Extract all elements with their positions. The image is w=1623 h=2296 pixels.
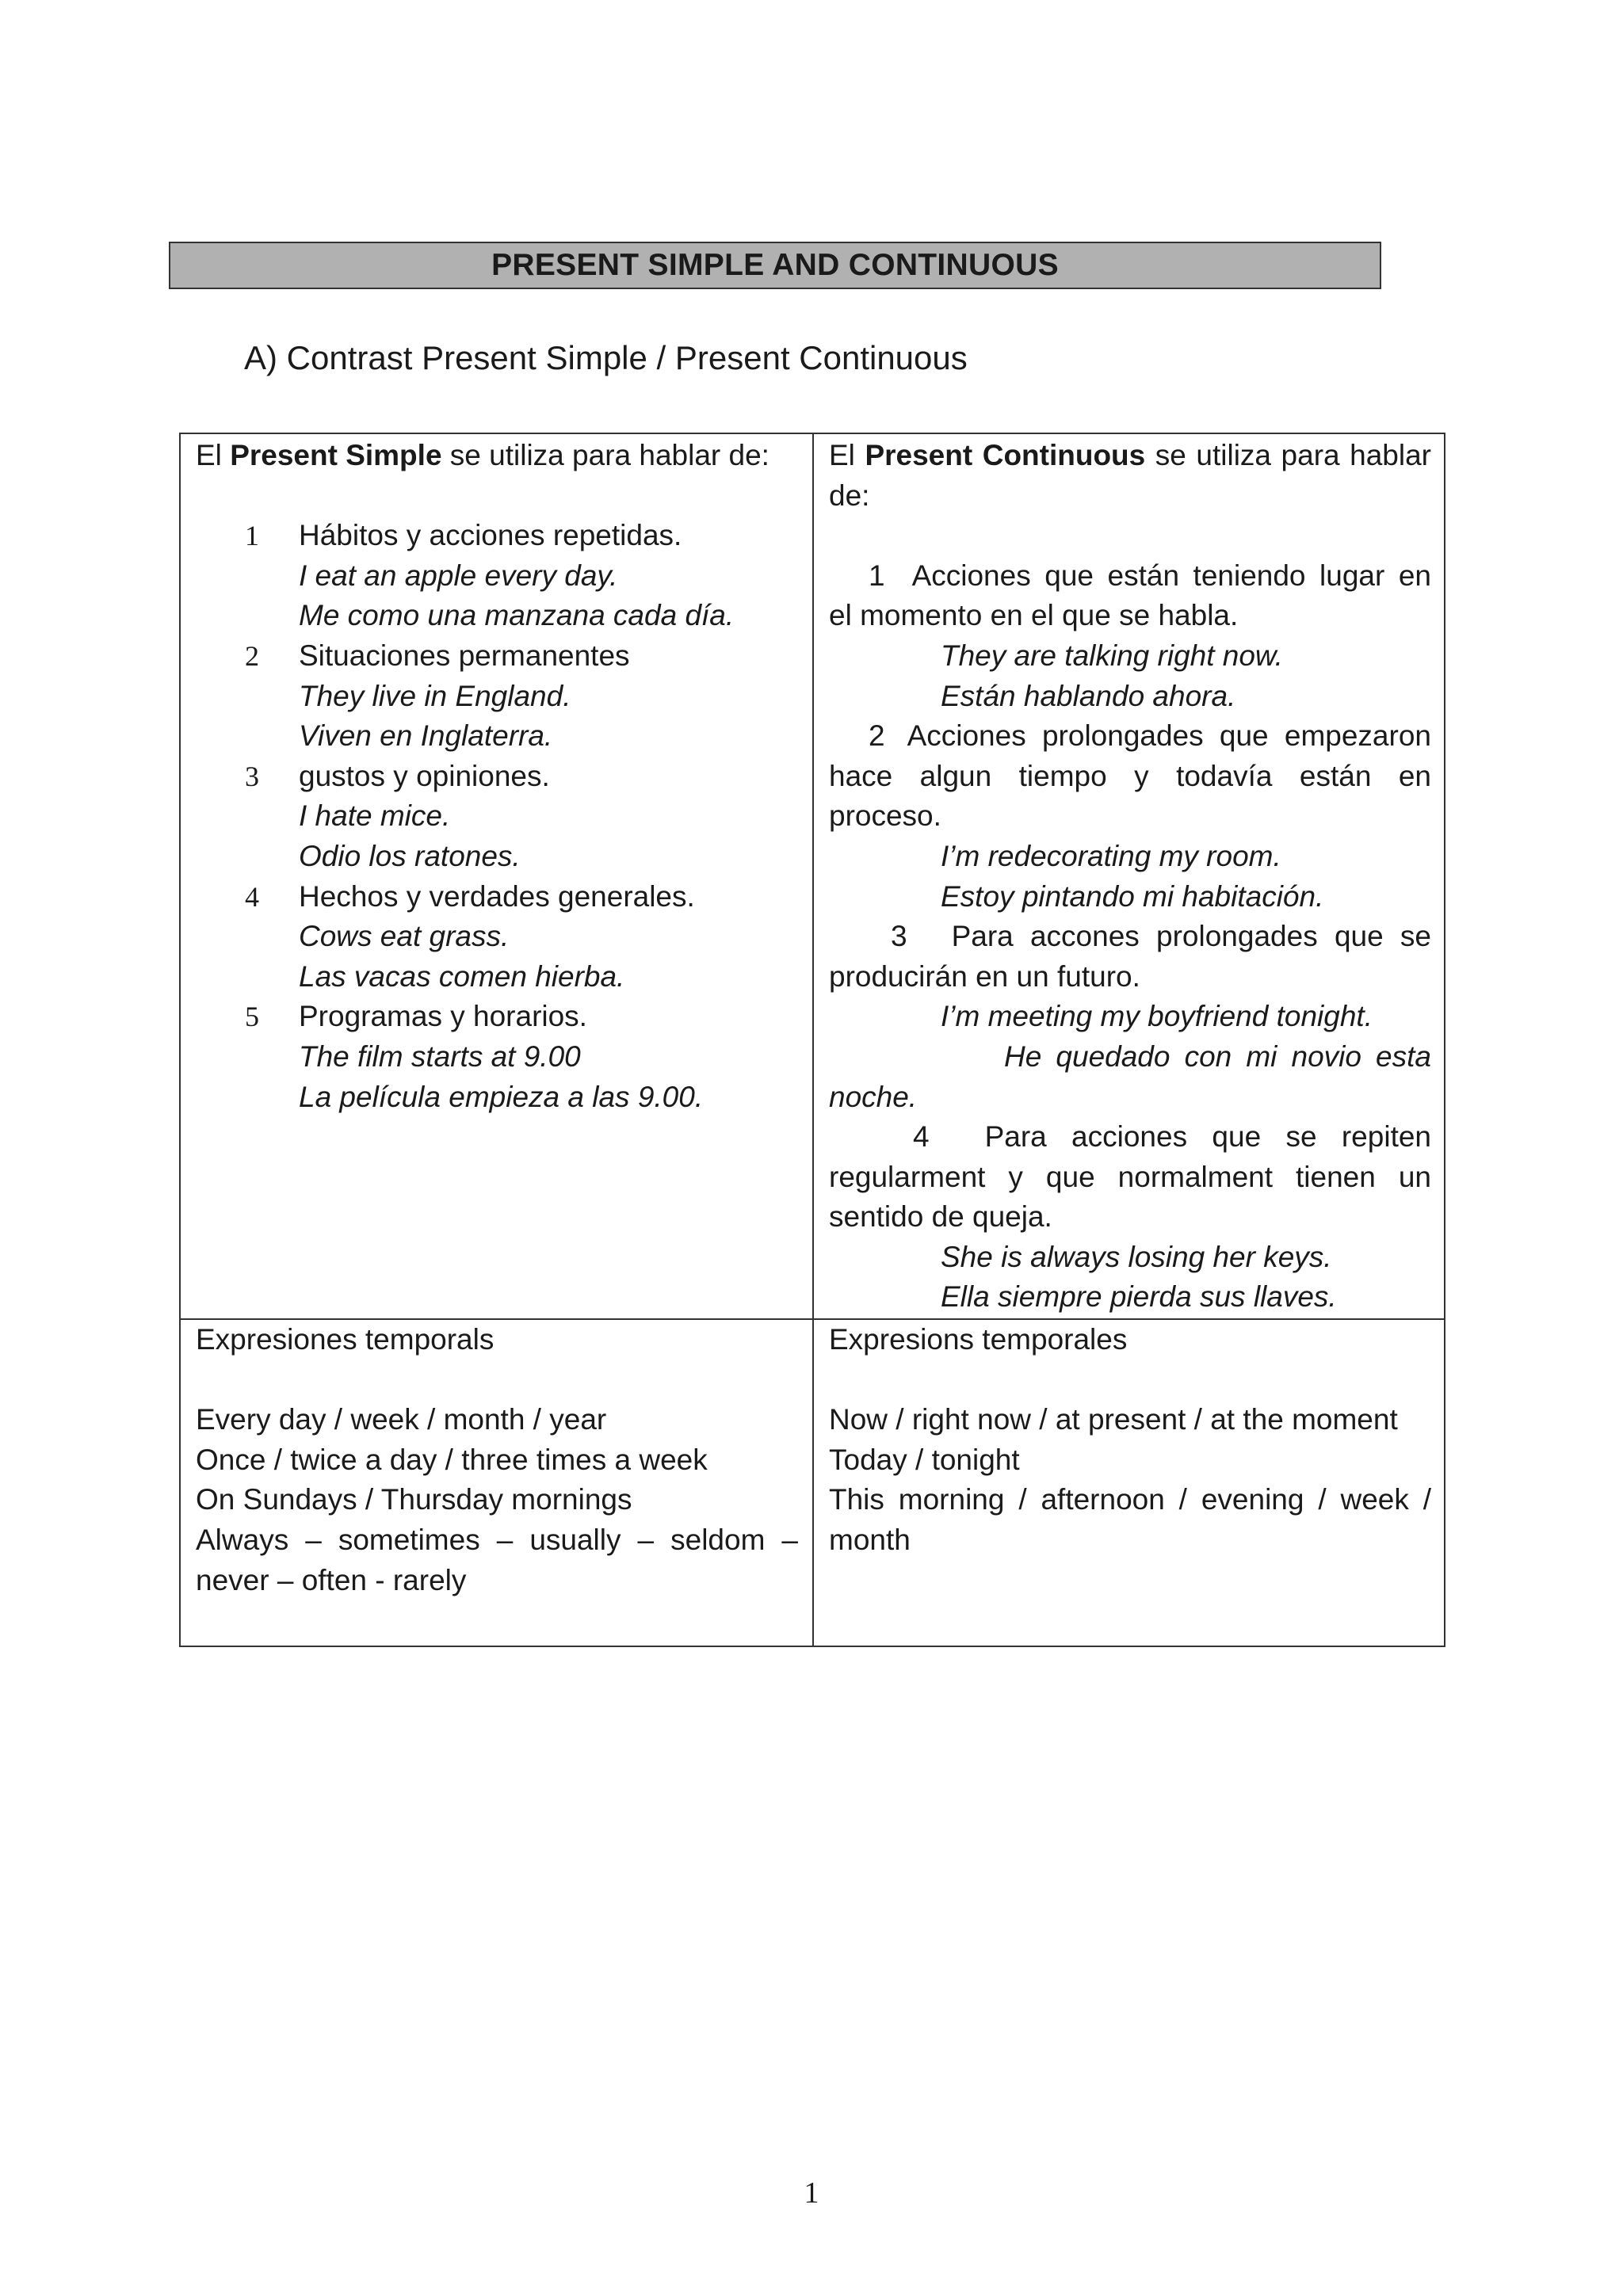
continuous-item-number: 1 — [869, 559, 885, 592]
simple-item-number: 2 — [245, 639, 259, 672]
contrast-table — [179, 433, 1445, 1647]
simple-example-en: I eat an apple every day. — [299, 559, 618, 592]
continuous-item-number: 2 — [869, 719, 885, 753]
continuous-intro: El Present Continuous se utiliza para hablar de: — [829, 439, 1431, 512]
simple-expressions-title: Expresiones temporals — [196, 1323, 495, 1356]
continuous-item — [829, 556, 1431, 636]
title-banner — [169, 242, 1381, 289]
continuous-expressions-title: Expresions temporales — [829, 1323, 1128, 1356]
continuous-expressions-cell — [829, 1320, 1431, 1561]
continuous-example-en: I’m redecorating my room. — [941, 839, 1281, 872]
simple-item-label: Situaciones permanentes — [299, 639, 630, 672]
section-heading: A) Contrast Present Simple / Present Continuous — [244, 339, 968, 376]
simple-example-en: They live in England. — [299, 679, 571, 712]
simple-item-label: Hechos y verdades generales. — [299, 879, 695, 913]
continuous-item-text: Acciones prolongades que empezaron hace algun tiempo y todavía están en proceso. — [829, 719, 1431, 833]
continuous-item-number: 3 — [891, 920, 907, 953]
continuous-example-en: She is always losing her keys. — [941, 1240, 1332, 1273]
continuous-example-es: He quedado con mi novio esta noche. — [829, 1039, 1431, 1113]
simple-item — [196, 636, 794, 677]
continuous-uses-cell — [829, 436, 1431, 1318]
simple-expression: On Sundays / Thursday mornings — [196, 1483, 632, 1516]
simple-item-number: 4 — [245, 880, 259, 913]
table-column-divider — [812, 434, 814, 1646]
simple-example-es: Odio los ratones. — [299, 839, 521, 872]
simple-example-es: La película empieza a las 9.00. — [299, 1080, 704, 1113]
page-number: 1 — [804, 2176, 819, 2210]
spacer — [196, 476, 794, 517]
continuous-expression: This morning / afternoon / evening / week / month — [829, 1483, 1431, 1556]
spacer — [829, 1360, 1431, 1401]
simple-example-en: I hate mice. — [299, 799, 451, 833]
continuous-example-en: I’m meeting my boyfriend tonight. — [941, 1000, 1373, 1033]
simple-expression: Once / twice a day / three times a week — [196, 1443, 708, 1476]
simple-item-number: 5 — [245, 1001, 259, 1033]
continuous-example-en: They are talking right now. — [941, 639, 1283, 672]
simple-example-es: Viven en Inglaterra. — [299, 719, 553, 753]
continuous-example-es: Están hablando ahora. — [941, 679, 1236, 712]
simple-intro-bold: Present Simple — [230, 439, 442, 471]
continuous-example-es: Estoy pintando mi habitación. — [941, 879, 1324, 913]
continuous-item-text: Acciones que están teniendo lugar en el momento en el que se habla. — [829, 559, 1431, 632]
simple-item — [196, 516, 794, 556]
simple-item-number: 3 — [245, 760, 259, 792]
simple-example-en: The film starts at 9.00 — [299, 1039, 581, 1073]
simple-example-es: Me como una manzana cada día. — [299, 599, 735, 632]
continuous-item — [829, 1117, 1431, 1238]
continuous-item-text: Para acciones que se repiten regularment y que normalment tienen un sentido de queja. — [829, 1120, 1431, 1234]
spacer — [829, 516, 1431, 556]
simple-item — [196, 877, 794, 917]
simple-expression: Every day / week / month / year — [196, 1403, 607, 1436]
page-title: PRESENT SIMPLE AND CONTINUOUS — [491, 248, 1059, 282]
spacer — [196, 1360, 798, 1401]
simple-example-es: Las vacas comen hierba. — [299, 959, 625, 993]
simple-item-label: Programas y horarios. — [299, 1000, 587, 1033]
simple-expression: Always – sometimes – usually – seldom – never – often - rarely — [196, 1523, 798, 1596]
simple-intro: El Present Simple se utiliza para hablar de: — [196, 439, 769, 471]
simple-item-label: gustos y opiniones. — [299, 759, 550, 792]
simple-item-number: 1 — [245, 520, 259, 552]
simple-example-en: Cows eat grass. — [299, 920, 510, 953]
continuous-item-text: Para accones prolongades que se producirán en un futuro. — [829, 920, 1431, 993]
continuous-expression: Today / tonight — [829, 1443, 1020, 1476]
continuous-item — [829, 716, 1431, 837]
continuous-expression: Now / right now / at present / at the moment — [829, 1403, 1398, 1436]
simple-item — [196, 997, 794, 1037]
simple-uses-cell — [196, 436, 794, 1117]
simple-expressions-cell — [196, 1320, 798, 1600]
simple-item — [196, 757, 794, 797]
continuous-item — [829, 917, 1431, 997]
continuous-example-es: Ella siempre pierda sus llaves. — [941, 1280, 1337, 1314]
simple-item-label: Hábitos y acciones repetidas. — [299, 519, 682, 552]
continuous-item-number: 4 — [913, 1120, 930, 1154]
continuous-intro-bold: Present Continuous — [865, 439, 1146, 471]
